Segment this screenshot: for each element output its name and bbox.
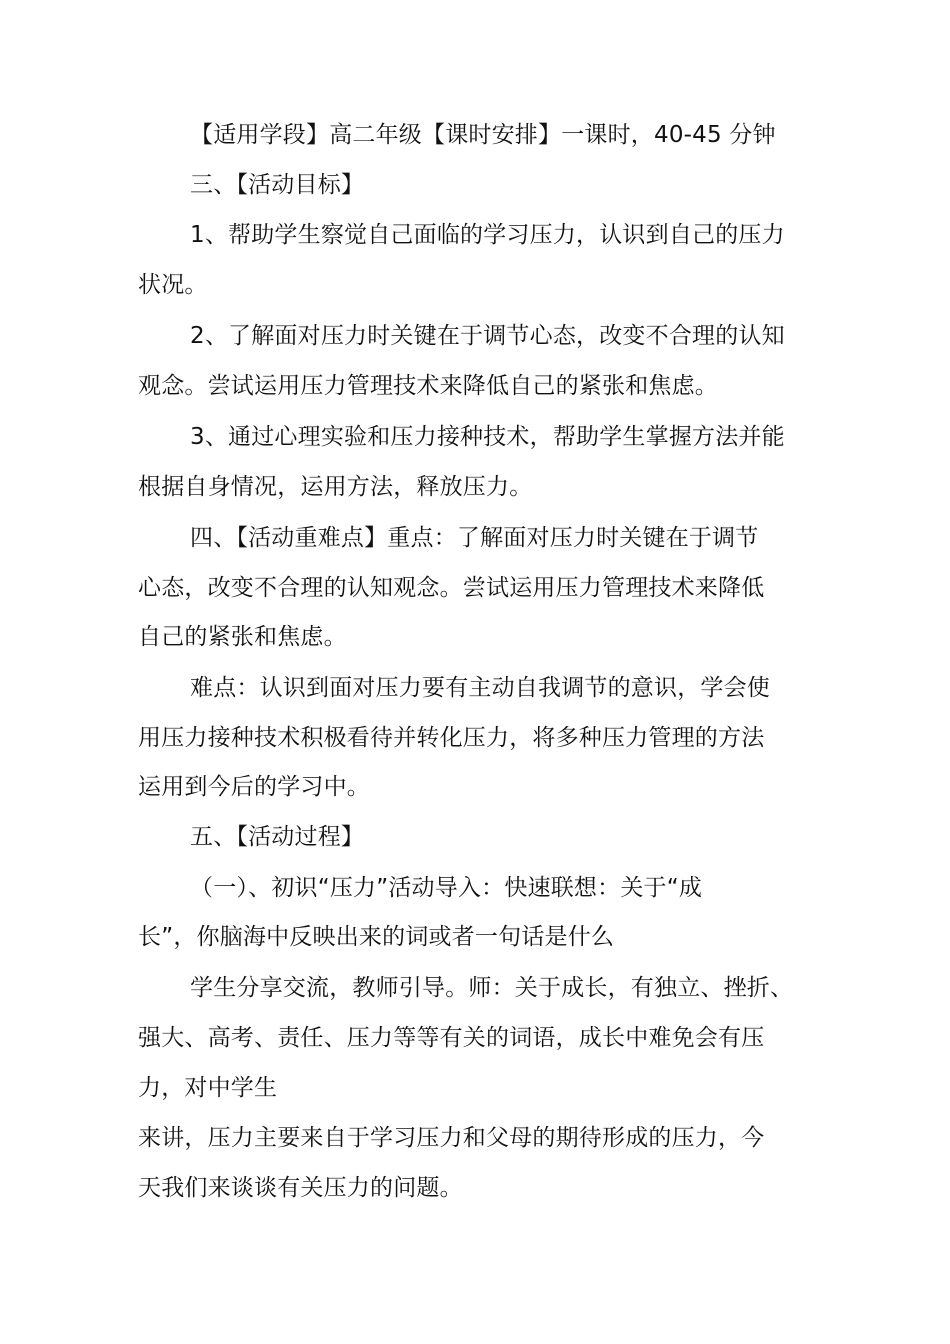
difficulty-line-2: 用压力接种技术积极看待并转化压力，将多种压力管理的方法 — [138, 725, 765, 751]
goal-3-line-1: 3、通过心理实验和压力接种技术，帮助学生掌握方法并能 — [190, 424, 785, 450]
section-heading-goals: 三、【活动目标】 — [190, 172, 365, 198]
key-points-line-2: 心态，改变不合理的认知观念。尝试运用压力管理技术来降低 — [138, 575, 765, 601]
discussion-line-5: 天我们来谈谈有关压力的问题。 — [138, 1175, 463, 1201]
difficulty-line-1: 难点：认识到面对压力要有主动自我调节的意识，学会使 — [190, 675, 770, 701]
discussion-line-1: 学生分享交流，教师引导。师：关于成长，有独立、挫折、 — [190, 975, 794, 1001]
intro-activity-line-1: （一）、初识“压力”活动导入：快速联想：关于“成 — [190, 875, 703, 901]
key-points-line-3: 自己的紧张和焦虑。 — [138, 624, 347, 650]
goal-1-line-1: 1、帮助学生察觉自己面临的学习压力，认识到自己的压力 — [190, 222, 785, 248]
goal-1-line-2: 状况。 — [138, 272, 208, 298]
section-heading-process: 五、【活动过程】 — [190, 824, 365, 850]
key-points-line-1: 四、【活动重难点】重点：了解面对压力时关键在于调节 — [190, 525, 759, 551]
goal-2-line-2: 观念。尝试运用压力管理技术来降低自己的紧张和焦虑。 — [138, 373, 718, 399]
discussion-line-3: 力，对中学生 — [138, 1075, 278, 1101]
discussion-line-4: 来讲，压力主要来自于学习压力和父母的期待形成的压力，今 — [138, 1125, 765, 1151]
difficulty-line-3: 运用到今后的学习中。 — [138, 774, 370, 800]
intro-activity-line-2: 长”，你脑海中反映出来的词或者一句话是什么 — [138, 924, 615, 950]
goal-3-line-2: 根据自身情况，运用方法，释放压力。 — [138, 474, 533, 500]
goal-2-line-1: 2、了解面对压力时关键在于调节心态，改变不合理的认知 — [190, 323, 785, 349]
discussion-line-2: 强大、高考、责任、压力等等有关的词语，成长中难免会有压 — [138, 1025, 765, 1051]
course-info-line: 【适用学段】高二年级【课时安排】一课时，40-45 分钟 — [190, 122, 776, 148]
